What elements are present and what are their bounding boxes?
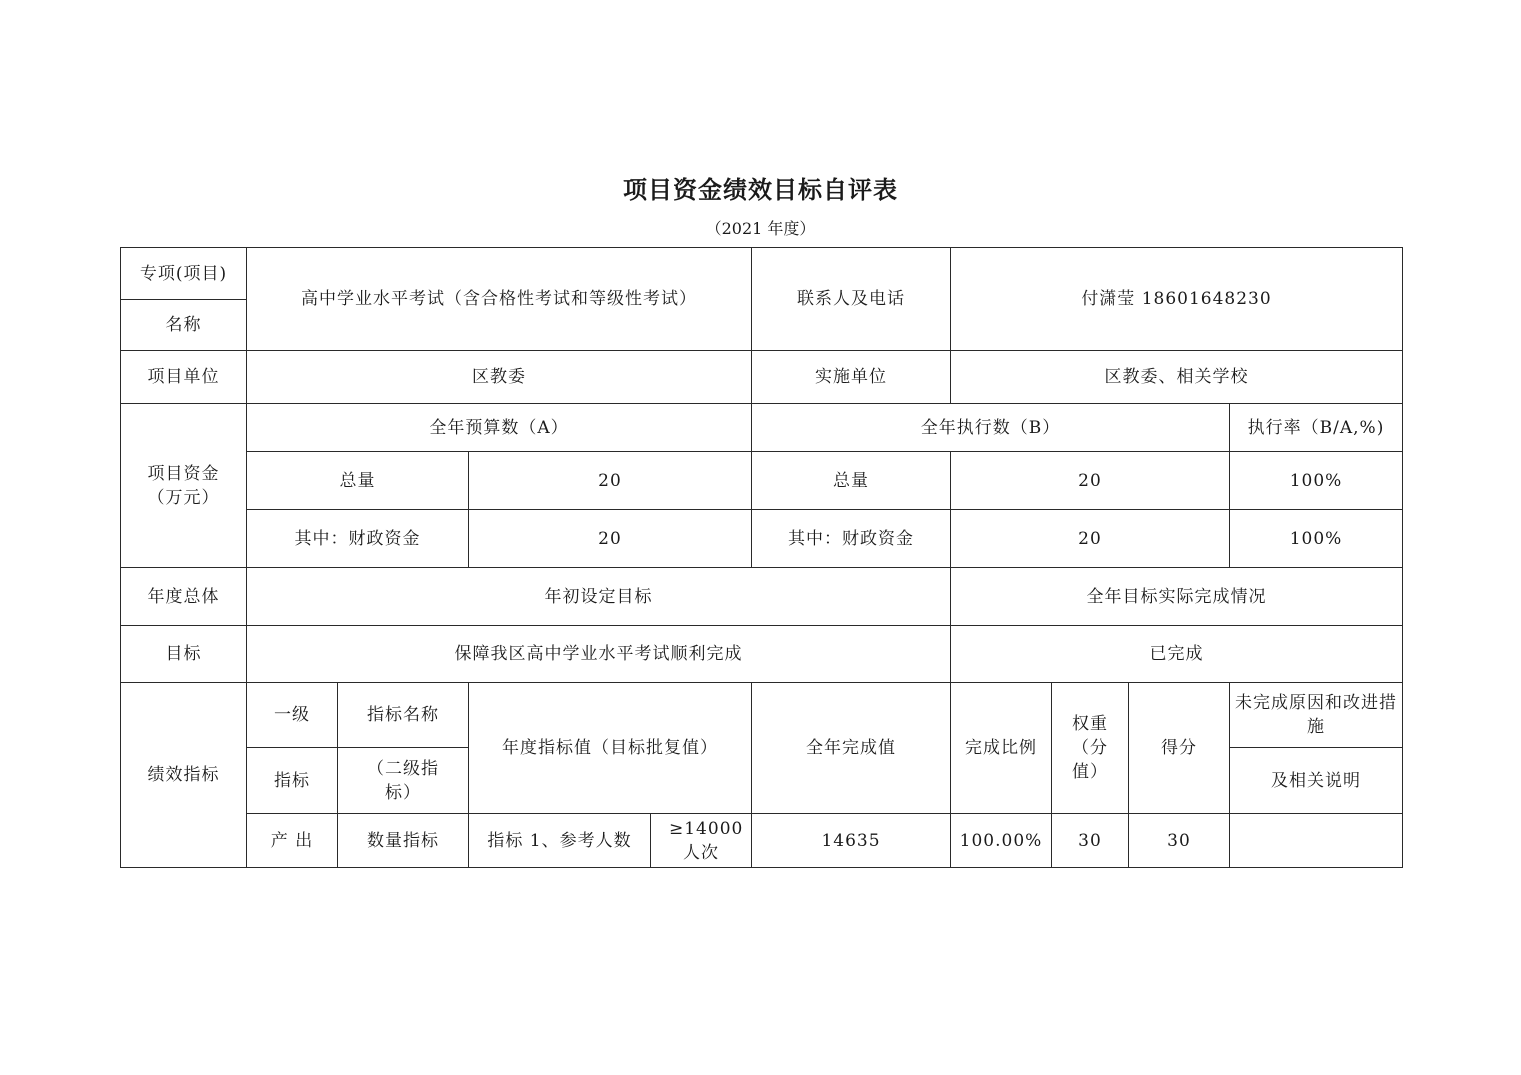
fiscal-execution-rate: 100% bbox=[1230, 510, 1403, 568]
total-budget-label: 总量 bbox=[247, 452, 469, 510]
row-completed: 14635 bbox=[752, 814, 951, 868]
form-title: 项目资金绩效目标自评表 bbox=[623, 176, 898, 204]
row-weight: 30 bbox=[1052, 814, 1129, 868]
self-evaluation-table bbox=[120, 247, 1403, 868]
fiscal-executed-label: 其中：财政资金 bbox=[752, 510, 951, 568]
actual-goal-value: 已完成 bbox=[951, 626, 1403, 683]
project-name-label-2: 名称 bbox=[121, 300, 247, 351]
total-execution-rate: 100% bbox=[1230, 452, 1403, 510]
execution-rate-header: 执行率（B/A,%) bbox=[1230, 404, 1403, 452]
executed-header: 全年执行数（B） bbox=[752, 404, 1230, 452]
row-ratio: 100.00% bbox=[951, 814, 1052, 868]
implementation-unit-value: 区教委、相关学校 bbox=[951, 351, 1403, 404]
total-budget-value: 20 bbox=[469, 452, 752, 510]
project-name-label-1: 专项(项目) bbox=[121, 248, 247, 300]
contact-label: 联系人及电话 bbox=[752, 248, 951, 351]
row-target: ≥14000 人次 bbox=[651, 814, 752, 868]
fiscal-budget-label: 其中：财政资金 bbox=[247, 510, 469, 568]
project-unit-label: 项目单位 bbox=[121, 351, 247, 404]
level1-header-b: 指标 bbox=[247, 748, 338, 814]
score-header: 得分 bbox=[1129, 683, 1230, 814]
row-level1: 产 出 bbox=[247, 814, 338, 868]
project-unit-value: 区教委 bbox=[247, 351, 752, 404]
indicator-name-header-b: （二级指标） bbox=[338, 748, 469, 814]
completed-value-header: 全年完成值 bbox=[752, 683, 951, 814]
implementation-unit-label: 实施单位 bbox=[752, 351, 951, 404]
weight-header: 权重（分值） bbox=[1052, 683, 1129, 814]
row-note bbox=[1230, 814, 1403, 868]
row-indicator: 指标 1、参考人数 bbox=[469, 814, 651, 868]
project-name-value: 高中学业水平考试（含合格性考试和等级性考试） bbox=[247, 248, 752, 351]
initial-goal-header: 年初设定目标 bbox=[247, 568, 951, 626]
initial-goal-value: 保障我区高中学业水平考试顺利完成 bbox=[247, 626, 951, 683]
actual-goal-header: 全年目标实际完成情况 bbox=[951, 568, 1403, 626]
fiscal-executed-value: 20 bbox=[951, 510, 1230, 568]
funds-label-line-2: （万元） bbox=[147, 487, 220, 508]
annual-goal-label-2: 目标 bbox=[121, 626, 247, 683]
funds-label-line-1: 项目资金 bbox=[147, 463, 220, 484]
form-subtitle: （2021 年度） bbox=[705, 219, 816, 238]
annual-goal-label-1: 年度总体 bbox=[121, 568, 247, 626]
total-executed-label: 总量 bbox=[752, 452, 951, 510]
annual-value-header: 年度指标值（目标批复值） bbox=[469, 683, 752, 814]
level1-header-a: 一级 bbox=[247, 683, 338, 748]
reasons-header-a: 未完成原因和改进措施 bbox=[1230, 683, 1403, 748]
budget-header: 全年预算数（A） bbox=[247, 404, 752, 452]
row-level2: 数量指标 bbox=[338, 814, 469, 868]
completion-ratio-header: 完成比例 bbox=[951, 683, 1052, 814]
funds-label bbox=[121, 404, 247, 568]
table-row bbox=[121, 814, 1403, 868]
row-score: 30 bbox=[1129, 814, 1230, 868]
performance-label: 绩效指标 bbox=[121, 683, 247, 868]
total-executed-value: 20 bbox=[951, 452, 1230, 510]
fiscal-budget-value: 20 bbox=[469, 510, 752, 568]
indicator-name-header-a: 指标名称 bbox=[338, 683, 469, 748]
contact-value: 付潇莹 18601648230 bbox=[951, 248, 1403, 351]
reasons-header-b: 及相关说明 bbox=[1230, 748, 1403, 814]
